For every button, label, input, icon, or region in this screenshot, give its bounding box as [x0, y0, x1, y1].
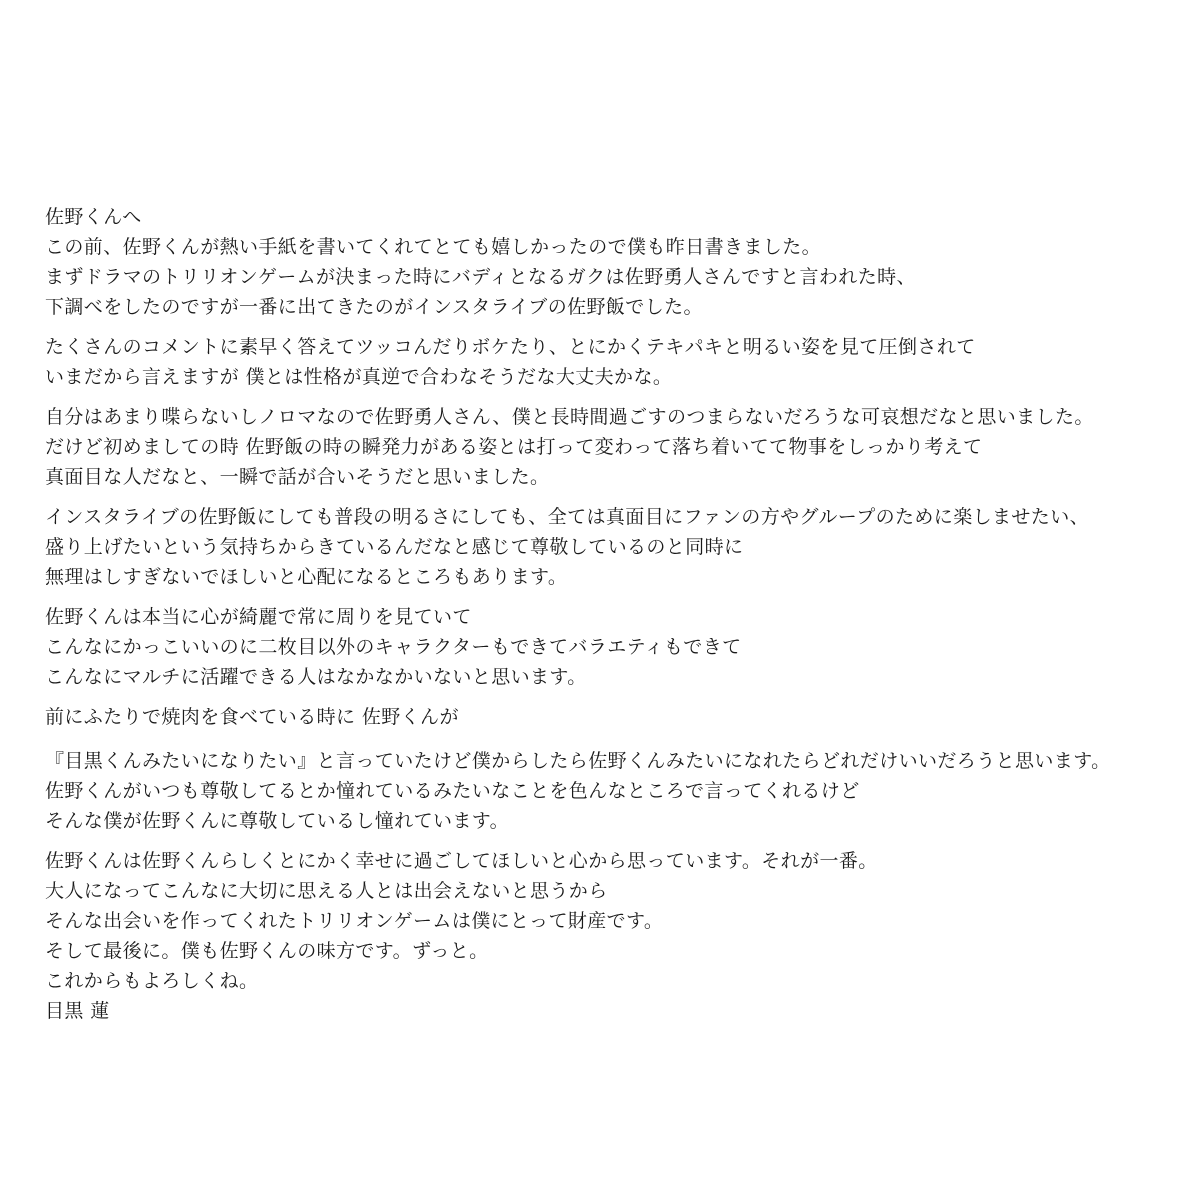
text-line: 無理はしすぎないでほしいと心配になるところもあります。: [45, 566, 568, 588]
text-line: 自分はあまり喋らないしノロマなので佐野勇人さん、僕と長時間過ごすのつまらないだろうな可哀想だなと思いました。: [45, 406, 1094, 428]
greeting-line: 佐野くんへ: [45, 206, 142, 228]
text-line: こんなにマルチに活躍できる人はなかなかいないと思います。: [45, 666, 587, 688]
paragraph-8: [45, 846, 1185, 1026]
paragraph-3: [45, 402, 1185, 492]
paragraph-5: [45, 602, 1185, 692]
closing-line: これからもよろしくね。: [45, 970, 259, 992]
text-line: 真面目な人だなと、一瞬で話が合いそうだと思いました。: [45, 466, 550, 488]
text-line: だけど初めましての時 佐野飯の時の瞬発力がある姿とは打って変わって落ち着いてて物事をしっかり考えて: [45, 436, 983, 458]
text-line: 盛り上げたいという気持ちからきているんだなと感じて尊敬しているのと同時に: [45, 536, 744, 558]
text-line: インスタライブの佐野飯にしても普段の明るさにしても、全ては真面目にファンの方やグループのために楽しませたい、: [45, 506, 1089, 528]
paragraph-2: [45, 332, 1185, 392]
text-line: 前にふたりで焼肉を食べている時に 佐野くんが: [45, 706, 459, 728]
text-line: そんな僕が佐野くんに尊敬しているし憧れています。: [45, 810, 510, 832]
text-line: いまだから言えますが 僕とは性格が真逆で合わなそうだな大丈夫かな。: [45, 366, 673, 388]
text-line: 『目黒くんみたいになりたい』と言っていたけど僕からしたら佐野くんみたいになれたらどれだけいいだろうと思います。: [45, 750, 1111, 772]
signature-line: 目黒 蓮: [45, 1000, 110, 1022]
text-line: 佐野くんは佐野くんらしくとにかく幸せに過ごしてほしいと心から思っています。それが一番。: [45, 850, 878, 872]
paragraph-6: [45, 702, 1185, 732]
text-line: そんな出会いを作ってくれたトリリオンゲームは僕にとって財産です。: [45, 910, 664, 932]
text-line: 佐野くんは本当に心が綺麗で常に周りを見ていて: [45, 606, 472, 628]
letter-body: [45, 202, 1185, 1036]
paragraph-4: [45, 502, 1185, 592]
text-line: こんなにかっこいいのに二枚目以外のキャラクターもできてバラエティもできて: [45, 636, 742, 658]
text-line: まずドラマのトリリオンゲームが決まった時にバディとなるガクは佐野勇人さんですと言われた時、: [45, 266, 916, 288]
text-line: 佐野くんがいつも尊敬してるとか憧れているみたいなことを色んなところで言ってくれるけど: [45, 780, 860, 802]
text-line: 大人になってこんなに大切に思える人とは出会えないと思うから: [45, 880, 608, 902]
text-line: 下調べをしたのですが一番に出てきたのがインスタライブの佐野飯でした。: [45, 296, 703, 318]
text-line: そして最後に。僕も佐野くんの味方です。ずっと。: [45, 940, 489, 962]
text-line: たくさんのコメントに素早く答えてツッコんだりボケたり、とにかくテキパキと明るい姿を見て圧倒されて: [45, 336, 976, 358]
text-line: この前、佐野くんが熱い手紙を書いてくれてとても嬉しかったので僕も昨日書きました。: [45, 236, 822, 258]
paragraph-7: [45, 746, 1185, 836]
paragraph-1: [45, 202, 1185, 322]
